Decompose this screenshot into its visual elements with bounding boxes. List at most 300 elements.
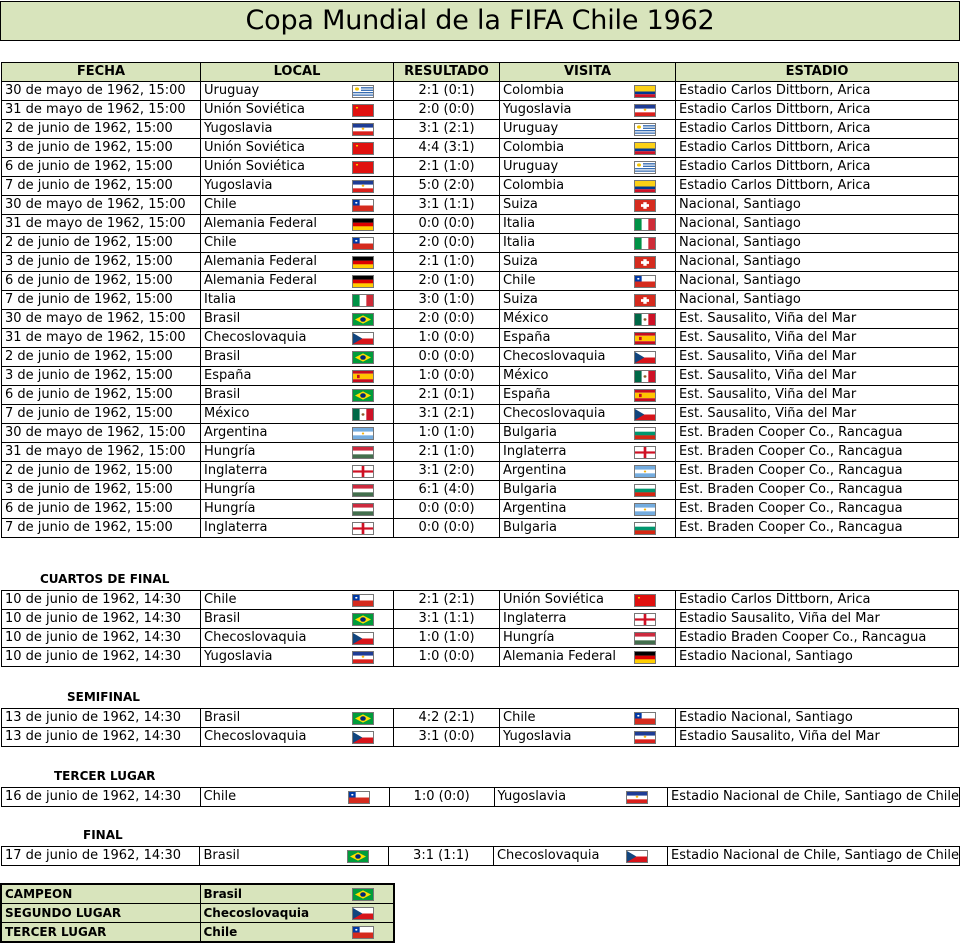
brazil-flag-icon xyxy=(352,351,374,364)
chile-flag-icon xyxy=(352,926,374,939)
away-team xyxy=(500,728,676,747)
home-team xyxy=(201,310,394,329)
chile-flag-icon xyxy=(352,594,374,607)
match-result: 3:1 (2:0) xyxy=(394,462,500,481)
away-team-name: Unión Soviética xyxy=(503,592,605,607)
away-team-name: Suiza xyxy=(503,254,538,269)
header-local: LOCAL xyxy=(201,63,394,82)
home-team xyxy=(201,272,394,291)
england-flag-icon xyxy=(634,446,656,459)
table-row xyxy=(2,728,959,747)
ussr-flag-icon xyxy=(352,142,374,155)
match-result: 4:2 (2:1) xyxy=(394,709,500,728)
home-team xyxy=(201,329,394,348)
away-team-name: Inglaterra xyxy=(503,611,567,626)
header-resultado: RESULTADO xyxy=(394,63,500,82)
summary-row xyxy=(1,923,394,943)
yugoslavia-flag-icon xyxy=(352,123,374,136)
table-row xyxy=(2,443,959,462)
match-result: 6:1 (4:0) xyxy=(394,481,500,500)
match-result: 2:0 (0:0) xyxy=(394,310,500,329)
stadium: Estadio Carlos Dittborn, Arica xyxy=(676,82,959,101)
italy-flag-icon xyxy=(634,237,656,250)
match-result: 0:0 (0:0) xyxy=(394,215,500,234)
germany-flag-icon xyxy=(352,256,374,269)
czech-flag-icon xyxy=(352,332,374,345)
match-result: 3:1 (1:1) xyxy=(394,610,500,629)
ussr-flag-icon xyxy=(352,104,374,117)
away-team-name: Uruguay xyxy=(503,121,559,136)
away-team-name: Argentina xyxy=(503,501,567,516)
match-date: 30 de mayo de 1962, 15:00 xyxy=(2,196,201,215)
away-team-name: Colombia xyxy=(503,140,565,155)
match-result: 2:0 (1:0) xyxy=(394,272,500,291)
away-team xyxy=(500,310,676,329)
stadium: Est. Braden Cooper Co., Rancagua xyxy=(676,500,959,519)
semifinals-label: SEMIFINAL xyxy=(67,690,140,704)
match-date: 6 de junio de 1962, 15:00 xyxy=(2,386,201,405)
table-row xyxy=(2,629,959,648)
summary-team xyxy=(200,923,394,943)
home-team-name: Hungría xyxy=(204,444,256,459)
away-team xyxy=(500,253,676,272)
stadium: Estadio Carlos Dittborn, Arica xyxy=(676,177,959,196)
match-result: 1:0 (0:0) xyxy=(389,788,494,807)
stadium: Estadio Sausalito, Viña del Mar xyxy=(676,728,959,747)
match-date: 7 de junio de 1962, 15:00 xyxy=(2,405,201,424)
match-result: 1:0 (1:0) xyxy=(394,424,500,443)
home-team-name: Unión Soviética xyxy=(204,159,306,174)
spain-flag-icon xyxy=(634,389,656,402)
table-row xyxy=(2,82,959,101)
match-date: 2 de junio de 1962, 15:00 xyxy=(2,234,201,253)
final-table xyxy=(1,846,960,866)
summary-row xyxy=(1,884,394,904)
away-team-name: Bulgaria xyxy=(503,425,557,440)
match-result: 2:1 (2:1) xyxy=(394,591,500,610)
match-result: 3:1 (0:0) xyxy=(394,728,500,747)
header-visita: VISITA xyxy=(500,63,676,82)
summary-team-name: Brasil xyxy=(203,887,243,901)
match-result: 4:4 (3:1) xyxy=(394,139,500,158)
table-row xyxy=(2,234,959,253)
match-date: 17 de junio de 1962, 14:30 xyxy=(2,847,200,866)
bulgaria-flag-icon xyxy=(634,522,656,535)
hungary-flag-icon xyxy=(352,446,374,459)
summary-label: SEGUNDO LUGAR xyxy=(1,904,200,923)
away-team xyxy=(500,610,676,629)
table-row xyxy=(2,424,959,443)
stadium: Nacional, Santiago xyxy=(676,234,959,253)
ussr-flag-icon xyxy=(634,594,656,607)
match-date: 7 de junio de 1962, 15:00 xyxy=(2,519,201,538)
away-team xyxy=(500,519,676,538)
home-team xyxy=(201,101,394,120)
table-row xyxy=(2,348,959,367)
brazil-flag-icon xyxy=(352,313,374,326)
home-team xyxy=(201,291,394,310)
match-date: 3 de junio de 1962, 15:00 xyxy=(2,139,201,158)
home-team xyxy=(201,709,394,728)
match-date: 2 de junio de 1962, 15:00 xyxy=(2,120,201,139)
colombia-flag-icon xyxy=(634,142,656,155)
home-team-name: Chile xyxy=(204,592,237,607)
match-date: 13 de junio de 1962, 14:30 xyxy=(2,709,201,728)
home-team xyxy=(201,215,394,234)
uruguay-flag-icon xyxy=(352,85,374,98)
away-team xyxy=(500,177,676,196)
away-team-name: Italia xyxy=(503,235,536,250)
away-team xyxy=(500,481,676,500)
home-team xyxy=(201,481,394,500)
spain-flag-icon xyxy=(352,370,374,383)
away-team-name: Bulgaria xyxy=(503,520,557,535)
home-team-name: Inglaterra xyxy=(204,520,268,535)
argentina-flag-icon xyxy=(634,465,656,478)
home-team xyxy=(201,629,394,648)
stadium: Estadio Nacional de Chile, Santiago de Chile xyxy=(668,847,960,866)
away-team-name: Checoslovaquia xyxy=(503,406,606,421)
home-team-name: Brasil xyxy=(204,311,241,326)
match-date: 6 de junio de 1962, 15:00 xyxy=(2,500,201,519)
home-team xyxy=(201,728,394,747)
summary-team xyxy=(200,884,394,904)
summary-team xyxy=(200,904,394,923)
match-result: 0:0 (0:0) xyxy=(394,500,500,519)
away-team xyxy=(500,648,676,667)
home-team xyxy=(201,386,394,405)
table-row xyxy=(2,519,959,538)
away-team xyxy=(500,120,676,139)
bulgaria-flag-icon xyxy=(634,427,656,440)
spain-flag-icon xyxy=(634,332,656,345)
match-result: 2:0 (0:0) xyxy=(394,234,500,253)
match-result: 3:1 (1:1) xyxy=(394,196,500,215)
ussr-flag-icon xyxy=(352,161,374,174)
uruguay-flag-icon xyxy=(634,161,656,174)
argentina-flag-icon xyxy=(352,427,374,440)
match-result: 0:0 (0:0) xyxy=(394,519,500,538)
home-team xyxy=(201,120,394,139)
away-team-name: Italia xyxy=(503,216,536,231)
away-team-name: Uruguay xyxy=(503,159,559,174)
table-row xyxy=(2,196,959,215)
match-date: 3 de junio de 1962, 15:00 xyxy=(2,367,201,386)
germany-flag-icon xyxy=(634,651,656,664)
match-date: 10 de junio de 1962, 14:30 xyxy=(2,629,201,648)
page-title: Copa Mundial de la FIFA Chile 1962 xyxy=(0,1,960,41)
uruguay-flag-icon xyxy=(634,123,656,136)
match-result: 1:0 (0:0) xyxy=(394,329,500,348)
table-row xyxy=(2,177,959,196)
czech-flag-icon xyxy=(352,632,374,645)
home-team xyxy=(201,158,394,177)
match-date: 31 de mayo de 1962, 15:00 xyxy=(2,329,201,348)
switzerland-flag-icon xyxy=(634,256,656,269)
away-team xyxy=(493,847,667,866)
stadium: Est. Braden Cooper Co., Rancagua xyxy=(676,481,959,500)
away-team xyxy=(500,215,676,234)
away-team xyxy=(494,788,667,807)
match-result: 2:1 (1:0) xyxy=(394,158,500,177)
home-team-name: Alemania Federal xyxy=(204,254,318,269)
colombia-flag-icon xyxy=(634,85,656,98)
quarterfinals-label: CUARTOS DE FINAL xyxy=(40,572,170,586)
england-flag-icon xyxy=(634,613,656,626)
home-team xyxy=(201,443,394,462)
away-team xyxy=(500,234,676,253)
match-result: 2:1 (1:0) xyxy=(394,253,500,272)
table-row xyxy=(2,709,959,728)
stadium: Estadio Carlos Dittborn, Arica xyxy=(676,158,959,177)
away-team-name: Checoslovaquia xyxy=(503,349,606,364)
stadium: Estadio Carlos Dittborn, Arica xyxy=(676,591,959,610)
table-row xyxy=(2,310,959,329)
away-team-name: Yugoslavia xyxy=(497,789,567,804)
match-date: 16 de junio de 1962, 14:30 xyxy=(2,788,201,807)
match-date: 3 de junio de 1962, 15:00 xyxy=(2,481,201,500)
germany-flag-icon xyxy=(352,275,374,288)
brazil-flag-icon xyxy=(347,850,369,863)
home-team xyxy=(201,648,394,667)
match-result: 0:0 (0:0) xyxy=(394,348,500,367)
match-date: 31 de mayo de 1962, 15:00 xyxy=(2,101,201,120)
away-team xyxy=(500,629,676,648)
match-result: 2:1 (0:1) xyxy=(394,82,500,101)
match-result: 1:0 (0:0) xyxy=(394,648,500,667)
away-team xyxy=(500,348,676,367)
mexico-flag-icon xyxy=(352,408,374,421)
home-team xyxy=(200,847,389,866)
home-team xyxy=(201,177,394,196)
czech-flag-icon xyxy=(626,850,648,863)
match-date: 30 de mayo de 1962, 15:00 xyxy=(2,424,201,443)
table-row xyxy=(2,139,959,158)
match-result: 3:1 (1:1) xyxy=(389,847,494,866)
away-team xyxy=(500,367,676,386)
chile-flag-icon xyxy=(348,791,370,804)
away-team xyxy=(500,291,676,310)
group-stage-table xyxy=(1,62,959,538)
home-team xyxy=(201,348,394,367)
home-team-name: Yugoslavia xyxy=(204,178,273,193)
match-date: 10 de junio de 1962, 14:30 xyxy=(2,648,201,667)
brazil-flag-icon xyxy=(352,613,374,626)
home-team-name: Brasil xyxy=(204,710,241,725)
home-team xyxy=(201,424,394,443)
summary-team-name: Checoslovaquia xyxy=(203,906,310,920)
home-team xyxy=(201,367,394,386)
match-date: 6 de junio de 1962, 15:00 xyxy=(2,158,201,177)
bulgaria-flag-icon xyxy=(634,484,656,497)
table-row xyxy=(2,648,959,667)
final-label: FINAL xyxy=(83,828,123,842)
quarterfinals-table xyxy=(1,590,959,667)
table-row xyxy=(2,101,959,120)
home-team-name: Checoslovaquia xyxy=(204,729,307,744)
home-team-name: Uruguay xyxy=(204,83,260,98)
away-team-name: Suiza xyxy=(503,197,538,212)
germany-flag-icon xyxy=(352,218,374,231)
stadium: Est. Sausalito, Viña del Mar xyxy=(676,367,959,386)
table-row xyxy=(2,500,959,519)
table-row xyxy=(2,367,959,386)
away-team-name: Colombia xyxy=(503,83,565,98)
argentina-flag-icon xyxy=(634,503,656,516)
summary-label: TERCER LUGAR xyxy=(5,925,107,939)
table-row xyxy=(2,120,959,139)
match-result: 1:0 (1:0) xyxy=(394,629,500,648)
away-team-name: Yugoslavia xyxy=(503,729,572,744)
away-team-name: Inglaterra xyxy=(503,444,567,459)
home-team xyxy=(201,139,394,158)
yugoslavia-flag-icon xyxy=(626,791,648,804)
away-team xyxy=(500,139,676,158)
away-team xyxy=(500,158,676,177)
home-team xyxy=(201,196,394,215)
home-team-name: Brasil xyxy=(204,611,241,626)
match-result: 2:0 (0:0) xyxy=(394,101,500,120)
away-team-name: España xyxy=(503,330,551,345)
switzerland-flag-icon xyxy=(634,294,656,307)
match-date: 30 de mayo de 1962, 15:00 xyxy=(2,82,201,101)
home-team-name: Hungría xyxy=(204,501,256,516)
table-row xyxy=(2,329,959,348)
stadium: Est. Braden Cooper Co., Rancagua xyxy=(676,424,959,443)
brazil-flag-icon xyxy=(352,389,374,402)
hungary-flag-icon xyxy=(634,632,656,645)
home-team xyxy=(201,82,394,101)
stadium: Estadio Carlos Dittborn, Arica xyxy=(676,120,959,139)
home-team xyxy=(201,519,394,538)
chile-flag-icon xyxy=(352,199,374,212)
czech-flag-icon xyxy=(352,731,374,744)
brazil-flag-icon xyxy=(352,712,374,725)
stadium: Estadio Carlos Dittborn, Arica xyxy=(676,101,959,120)
england-flag-icon xyxy=(352,522,374,535)
czech-flag-icon xyxy=(352,907,374,920)
home-team-name: Yugoslavia xyxy=(204,649,273,664)
away-team xyxy=(500,500,676,519)
match-date: 3 de junio de 1962, 15:00 xyxy=(2,253,201,272)
table-row xyxy=(2,405,959,424)
match-date: 31 de mayo de 1962, 15:00 xyxy=(2,443,201,462)
italy-flag-icon xyxy=(352,294,374,307)
away-team-name: España xyxy=(503,387,551,402)
table-header-row xyxy=(2,63,959,82)
match-date: 6 de junio de 1962, 15:00 xyxy=(2,272,201,291)
away-team xyxy=(500,386,676,405)
stadium: Estadio Nacional de Chile, Santiago de Chile xyxy=(668,788,960,807)
away-team-name: México xyxy=(503,368,549,383)
table-row xyxy=(2,847,960,866)
home-team-name: Chile xyxy=(204,235,237,250)
home-team xyxy=(201,253,394,272)
stadium: Est. Braden Cooper Co., Rancagua xyxy=(676,443,959,462)
home-team-name: Alemania Federal xyxy=(204,273,318,288)
stadium: Est. Braden Cooper Co., Rancagua xyxy=(676,519,959,538)
stadium: Est. Sausalito, Viña del Mar xyxy=(676,329,959,348)
home-team-name: Unión Soviética xyxy=(204,102,306,117)
yugoslavia-flag-icon xyxy=(352,651,374,664)
match-date: 31 de mayo de 1962, 15:00 xyxy=(2,215,201,234)
home-team-name: Checoslovaquia xyxy=(204,630,307,645)
home-team xyxy=(201,462,394,481)
away-team-name: Yugoslavia xyxy=(503,102,572,117)
away-team xyxy=(500,591,676,610)
match-result: 2:1 (1:0) xyxy=(394,443,500,462)
stadium: Est. Sausalito, Viña del Mar xyxy=(676,310,959,329)
table-row xyxy=(2,481,959,500)
home-team-name: Unión Soviética xyxy=(204,140,306,155)
away-team xyxy=(500,424,676,443)
match-date: 30 de mayo de 1962, 15:00 xyxy=(2,310,201,329)
chile-flag-icon xyxy=(634,275,656,288)
stadium: Nacional, Santiago xyxy=(676,253,959,272)
chile-flag-icon xyxy=(352,237,374,250)
summary-row xyxy=(1,904,394,923)
home-team-name: Hungría xyxy=(204,482,256,497)
yugoslavia-flag-icon xyxy=(634,104,656,117)
third-place-label: TERCER LUGAR xyxy=(54,769,156,783)
home-team-name: Yugoslavia xyxy=(204,121,273,136)
match-result: 2:1 (0:1) xyxy=(394,386,500,405)
match-date: 13 de junio de 1962, 14:30 xyxy=(2,728,201,747)
match-date: 2 de junio de 1962, 15:00 xyxy=(2,462,201,481)
stadium: Estadio Nacional, Santiago xyxy=(676,648,959,667)
away-team-name: Suiza xyxy=(503,292,538,307)
stadium: Est. Sausalito, Viña del Mar xyxy=(676,348,959,367)
stadium: Est. Sausalito, Viña del Mar xyxy=(676,386,959,405)
home-team xyxy=(201,610,394,629)
match-result: 3:1 (2:1) xyxy=(394,405,500,424)
away-team xyxy=(500,462,676,481)
match-result: 3:1 (2:1) xyxy=(394,120,500,139)
stadium: Estadio Nacional, Santiago xyxy=(676,709,959,728)
away-team-name: Bulgaria xyxy=(503,482,557,497)
away-team xyxy=(500,272,676,291)
table-row xyxy=(2,591,959,610)
summary-team-name: Chile xyxy=(203,925,238,939)
home-team-name: Checoslovaquia xyxy=(204,330,307,345)
match-date: 10 de junio de 1962, 14:30 xyxy=(2,610,201,629)
stadium: Est. Sausalito, Viña del Mar xyxy=(676,405,959,424)
match-date: 7 de junio de 1962, 15:00 xyxy=(2,177,201,196)
table-row xyxy=(2,610,959,629)
home-team-name: Brasil xyxy=(204,349,241,364)
home-team-name: España xyxy=(204,368,252,383)
home-team-name: Brasil xyxy=(203,848,240,863)
chile-flag-icon xyxy=(634,712,656,725)
home-team-name: México xyxy=(204,406,250,421)
summary-label: CAMPEON xyxy=(1,884,200,904)
table-row xyxy=(2,253,959,272)
away-team xyxy=(500,196,676,215)
match-date: 2 de junio de 1962, 15:00 xyxy=(2,348,201,367)
yugoslavia-flag-icon xyxy=(634,731,656,744)
home-team-name: Alemania Federal xyxy=(204,216,318,231)
away-team-name: Argentina xyxy=(503,463,567,478)
stadium: Estadio Sausalito, Viña del Mar xyxy=(676,610,959,629)
summary-table xyxy=(0,883,395,943)
away-team-name: Colombia xyxy=(503,178,565,193)
home-team xyxy=(200,788,389,807)
hungary-flag-icon xyxy=(352,484,374,497)
czech-flag-icon xyxy=(634,408,656,421)
home-team-name: Inglaterra xyxy=(204,463,268,478)
home-team-name: Italia xyxy=(204,292,237,307)
home-team xyxy=(201,500,394,519)
